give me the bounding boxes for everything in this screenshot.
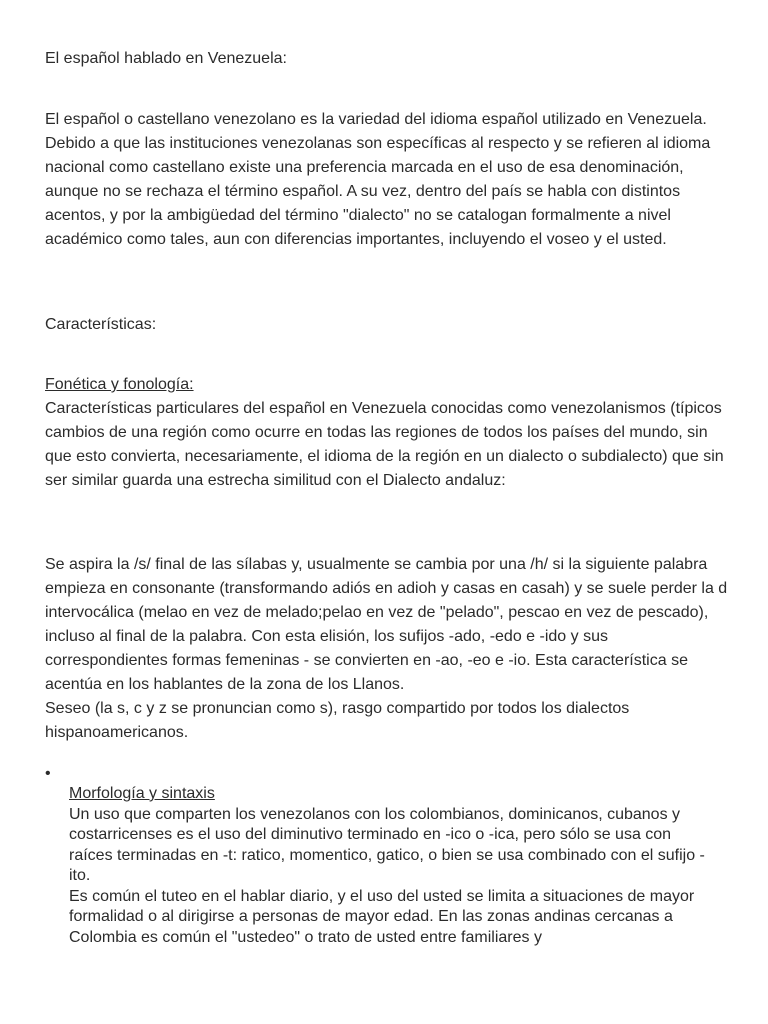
- list-bullet: •: [45, 765, 51, 782]
- aspiration-paragraph: Se aspira la /s/ final de las sílabas y, usualmente se cambia por una /h/ si la siguiente palabra empieza en consonante (transformando adiós en adioh y casas en casah) y se suele perder la d intervocálica (melao en vez de melado;pelao en vez de "pelado", pescao en vez de pescado), incluso al final de la palabra. Con esta elisión, los sufijos -ado, -edo e -ido y sus correspondientes formas femeninas - se convierten en -ao, -eo e -io. Esta característica se acentúa en los hablantes de la zona de los Llanos.: [45, 556, 728, 693]
- document-title: El español hablado en Venezuela:: [45, 50, 287, 67]
- fonetica-heading: Fonética y fonología:: [45, 376, 194, 393]
- intro-paragraph: El español o castellano venezolano es la variedad del idioma español utilizado en Venezuela. Debido a que las instituciones venezolanas son específicas al respecto y se refieren al idioma nacional como castellano existe una preferencia marcada en el uso de esa denominación, aunque no se rechaza el término español. A su vez, dentro del país se habla con distintos acentos, y por la ambigüedad del término "dialecto" no se catalogan formalmente a nivel académico como tales, aun con diferencias importantes, incluyendo el voseo y el usted.: [45, 111, 711, 248]
- section-caracteristicas: Características:: [45, 316, 157, 333]
- seseo-paragraph: Seseo (la s, c y z se pronuncian como s), rasgo compartido por todos los dialectos hispanoamericanos.: [45, 700, 630, 741]
- morfologia-list-item: [69, 784, 709, 948]
- morfologia-heading: Morfología y sintaxis: [69, 785, 215, 802]
- aspiration-section: [45, 553, 735, 745]
- fonetica-section: [45, 373, 735, 493]
- fonetica-paragraph: Características particulares del español en Venezuela conocidas como venezolanismos (típicos cambios de una región como ocurre en todas las regiones de todos los países del mundo, sin que esto convierta, necesariamente, el idioma de la región en un dialecto o subdialecto) que sin ser similar guarda una estrecha similitud con el Dialecto andaluz:: [45, 400, 724, 489]
- morfologia-paragraph-1: Un uso que comparten los venezolanos con los colombianos, dominicanos, cubanos y costarricenses es el uso del diminutivo terminado en -ico o -ica, pero sólo se usa con raíces terminadas en -t: ratico, momentico, gatico, o bien se usa combinado con el sufijo -ito.: [69, 805, 705, 884]
- morfologia-paragraph-2: Es común el tuteo en el hablar diario, y el uso del usted se limita a situaciones de mayor formalidad o al dirigirse a personas de mayor edad. En las zonas andinas cercanas a Colombia es común el "ustedeo" o trato de usted entre familiares y: [69, 887, 695, 946]
